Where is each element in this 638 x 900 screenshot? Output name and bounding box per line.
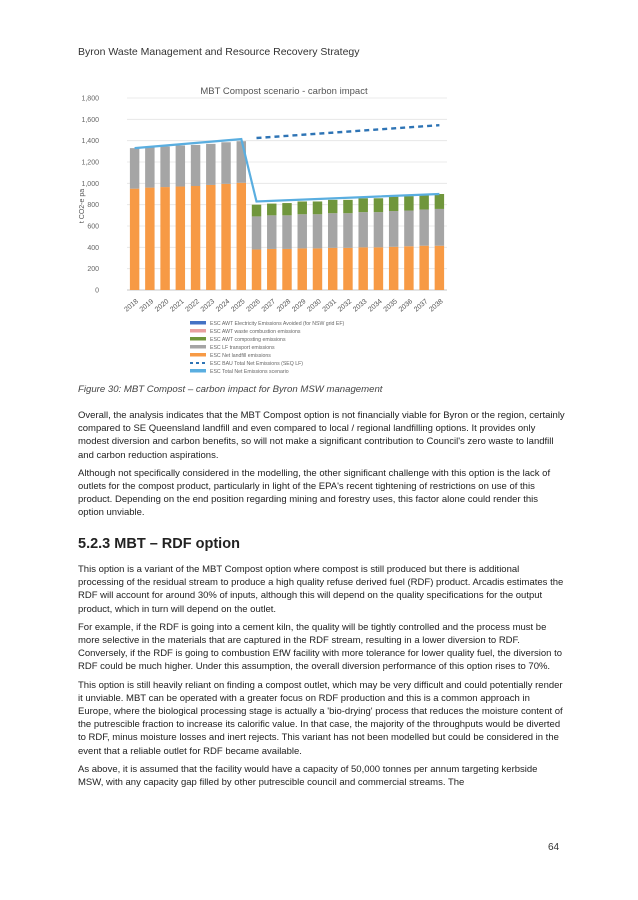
bar-segment <box>389 247 398 290</box>
bar-segment <box>252 205 261 217</box>
chart-title: MBT Compost scenario - carbon impact <box>200 86 368 97</box>
body-text-2 <box>78 563 565 789</box>
legend-label: ESC AWT waste combustion emissions <box>210 329 301 335</box>
y-tick-label: 1,600 <box>81 116 99 124</box>
bar-segment <box>313 248 322 290</box>
bar-segment <box>267 204 276 216</box>
bar-segment <box>313 214 322 248</box>
x-tick-label: 2036 <box>397 298 415 314</box>
legend-swatch <box>190 345 206 349</box>
bar-segment <box>206 144 215 185</box>
y-tick-label: 800 <box>87 202 99 210</box>
bar-segment <box>419 246 428 290</box>
bar-segment <box>313 201 322 214</box>
legend-label: ESC Total Net Emissions scenario <box>210 369 289 375</box>
x-tick-label: 2033 <box>352 298 369 314</box>
x-tick-label: 2031 <box>321 298 338 314</box>
legend-label: ESC AWT composting emissions <box>210 337 286 343</box>
bar-segment <box>389 211 398 247</box>
bar-segment <box>221 142 230 184</box>
bar-segment <box>343 248 352 290</box>
bar-segment <box>435 209 444 246</box>
paragraph: Overall, the analysis indicates that the MBT Compost option is not financially viable for Byron or the region, certainly compared to SE Queensland landfill and even compared to local / regional landfilling options. It provides only modest diversion and carbon benefits, so will not make a significant contribution to Council's zero waste to landfill and carbon reduction aspirations. <box>78 410 565 461</box>
page-header: Byron Waste Management and Resource Recovery Strategy <box>78 46 360 58</box>
x-tick-label: 2034 <box>367 298 384 314</box>
x-tick-label: 2037 <box>412 298 430 314</box>
bar-segment <box>298 214 307 248</box>
bar-segment <box>298 201 307 214</box>
bar-segment <box>160 147 169 188</box>
bar-segment <box>267 249 276 290</box>
bar-segment <box>130 148 139 189</box>
y-tick-label: 200 <box>87 266 99 274</box>
x-tick-label: 2030 <box>306 298 323 314</box>
bar-segment <box>191 145 200 186</box>
y-axis-label: t CO2-e pa <box>79 188 86 224</box>
paragraph: For example, if the RDF is going into a cement kiln, the quality will be tightly controlled and the process must be more selective in the materials that are captured in the RDF stream, resulting in a lower diversion to RDF. Conversely, if the RDF is going to combustion EfW facility with more tolerance for lower quality fuel, the diversion to RDF could be much higher. Under this assumption, the overall diversion performance of this option rises to 70%. <box>78 621 562 673</box>
bau-total-line <box>257 125 440 138</box>
bar-segment <box>358 247 367 290</box>
y-tick-label: 1,800 <box>81 95 99 103</box>
x-tick-label: 2018 <box>123 298 140 314</box>
x-tick-label: 2020 <box>153 298 171 314</box>
bar-segment <box>237 141 246 183</box>
y-tick-label: 600 <box>87 223 99 231</box>
bar-segment <box>404 246 413 290</box>
bar-segment <box>435 246 444 290</box>
bar-segment <box>419 209 428 245</box>
legend-swatch <box>190 337 206 341</box>
bar-segment <box>282 203 291 215</box>
bar-segment <box>389 197 398 211</box>
carbon-impact-chart <box>72 78 472 380</box>
bar-segment <box>282 215 291 249</box>
legend-label: ESC BAU Total Net Emissions (SEQ LF) <box>210 361 304 367</box>
bar-segment <box>282 249 291 290</box>
bar-segment <box>145 147 154 188</box>
section-heading: 5.2.3 MBT – RDF option <box>78 536 240 552</box>
page-number: 64 <box>548 842 560 853</box>
y-tick-label: 1,400 <box>81 138 99 146</box>
legend-swatch <box>190 321 206 325</box>
x-tick-label: 2038 <box>428 298 445 314</box>
x-tick-label: 2025 <box>230 298 247 314</box>
y-tick-label: 1,000 <box>81 180 99 188</box>
paragraph: This option is a variant of the MBT Compost option where compost is still produced but there is additional processing of the residual stream to produce a high quality refuse derived fuel (RDF) product. Arcadis estimates the RDF will account for around 30% of inputs, although this will depend on the quality specifications for the output product, which in turn will depend on the outlet. <box>78 564 564 615</box>
y-tick-label: 0 <box>95 287 99 295</box>
bar-segment <box>252 249 261 290</box>
paragraph: This option is still heavily reliant on finding a compost outlet, which may be very difficult and could potentially render it unviable. MBT can be operated with a greater focus on RDF production and this is a common approach in Europe, where the biological processing stage is actually a 'bio-drying' process that reduces the moisture content of the putrescible fraction to increase its calorific value. In that case, the majority of the throughputs would be diverted to RDF, minus moisture losses and inert rejects. This variant has not been modelled but could be considered in the event that a reliable outlet for RDF became available. <box>78 679 563 757</box>
bar-segment <box>145 188 154 290</box>
legend-label: ESC LF transport emissions <box>210 345 275 351</box>
legend-swatch <box>190 353 206 357</box>
bar-segment <box>130 189 139 290</box>
bar-segment <box>374 212 383 247</box>
bar-segment <box>328 200 337 213</box>
x-tick-label: 2022 <box>184 298 201 314</box>
paragraph: As above, it is assumed that the facility would have a capacity of 50,000 tonnes per annum targeting kerbside MSW, with any capacity gap filled by other putrescible council and commercial streams. The <box>78 763 538 789</box>
bar-segment <box>252 216 261 249</box>
x-tick-label: 2026 <box>245 298 262 314</box>
bar-segment <box>419 195 428 210</box>
bar-segment <box>191 186 200 290</box>
x-tick-label: 2024 <box>214 298 232 314</box>
bar-segment <box>358 198 367 212</box>
x-tick-label: 2023 <box>199 298 217 314</box>
bar-segment <box>237 183 246 290</box>
bar-segment <box>435 194 444 209</box>
x-tick-label: 2021 <box>169 298 186 314</box>
bar-segment <box>374 247 383 290</box>
legend-label: ESC Net landfill emissions <box>210 353 271 359</box>
bar-segment <box>328 248 337 290</box>
bar-segment <box>343 200 352 213</box>
bar-segment <box>221 184 230 290</box>
x-tick-label: 2032 <box>336 298 354 314</box>
x-tick-label: 2027 <box>260 298 278 314</box>
bar-segment <box>328 213 337 248</box>
bar-segment <box>404 196 413 210</box>
legend-swatch <box>190 369 206 373</box>
x-tick-label: 2035 <box>382 298 399 314</box>
x-tick-label: 2028 <box>275 298 293 314</box>
x-tick-label: 2029 <box>291 298 308 314</box>
y-tick-label: 1,200 <box>81 159 99 167</box>
bar-segment <box>358 212 367 247</box>
bar-segment <box>298 248 307 290</box>
bar-segment <box>160 187 169 290</box>
body-text-1 <box>78 409 565 520</box>
legend-swatch <box>190 329 206 333</box>
bar-segment <box>343 213 352 248</box>
bar-segment <box>267 215 276 249</box>
bar-segment <box>176 145 185 186</box>
legend-label: ESC AWT Electricity Emissions Avoided (for NSW grid EF) <box>210 321 345 327</box>
x-tick-label: 2019 <box>138 298 156 314</box>
bar-segment <box>206 185 215 290</box>
paragraph: Although not specifically considered in the modelling, the other significant challenge with this option is the lack of outlets for the compost product, particularly in light of the EPA's recent tightening of restrictions on use of this product. Depending on the end position regarding mining and forestry uses, this factor alone could render this option unviable. <box>78 467 551 519</box>
bar-segment <box>404 211 413 247</box>
bar-segment <box>176 187 185 290</box>
figure-caption: Figure 30: MBT Compost – carbon impact for Byron MSW management <box>78 384 383 395</box>
y-tick-label: 400 <box>87 244 99 252</box>
bar-segment <box>374 198 383 212</box>
